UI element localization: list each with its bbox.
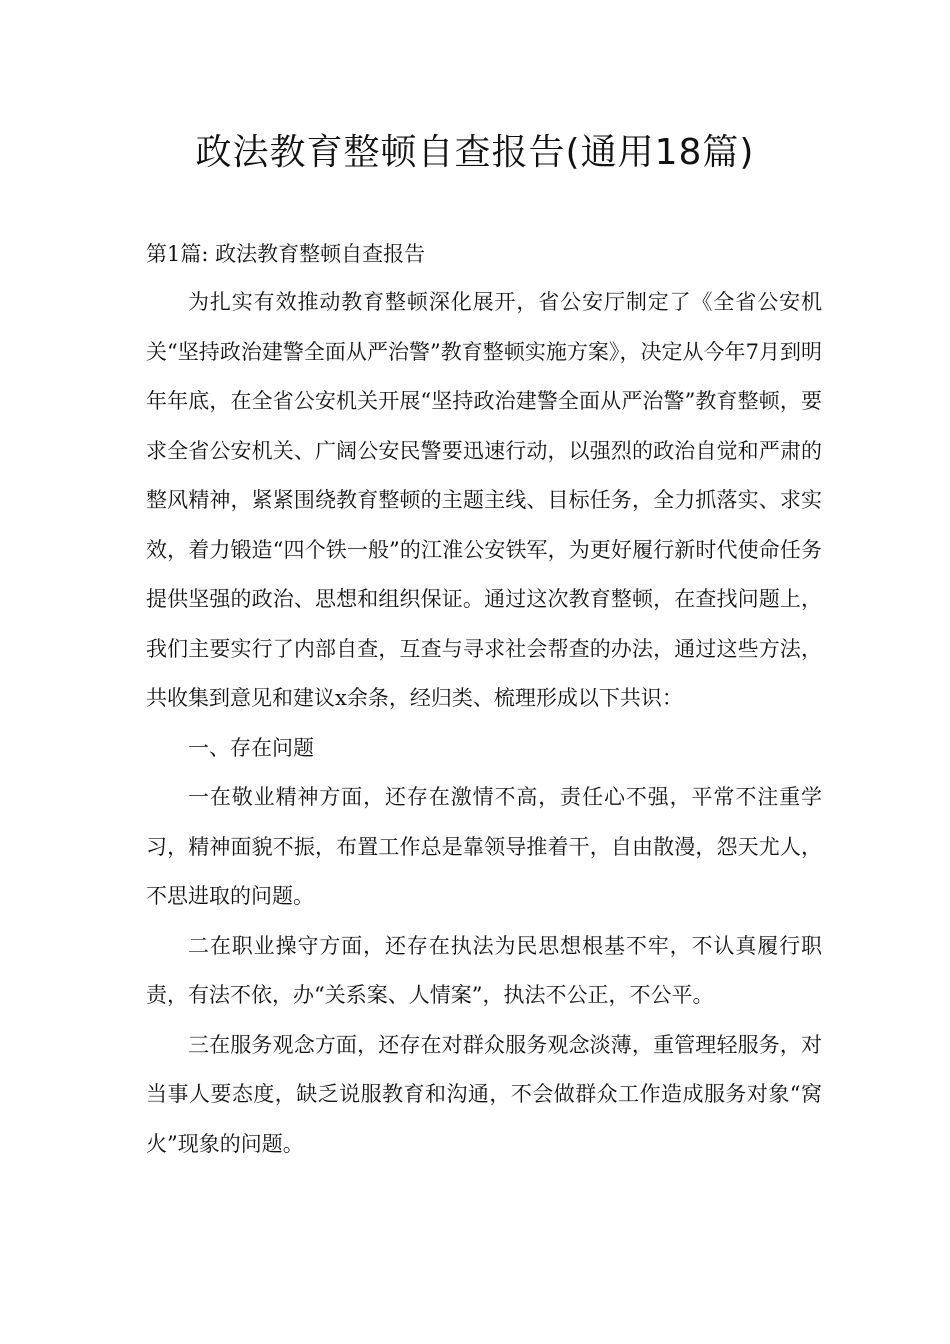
section-heading: 第1篇: 政法教育整顿自查报告	[146, 242, 426, 266]
paragraph-intro: 为扎实有效推动教育整顿深化展开，省公安厅制定了《全省公安机关“坚持政治建警全面从严治警”教育整顿实施方案》，决定从今年7月到明年年底，在全省公安机关开展“坚持政治建警全面从严治警”教育整顿，要求全省公安机关、广阔公安民警要迅速行动，以强烈的政治自觉和严肃的整风精神，紧紧围绕教育整顿的主题主线、目标任务，全力抓落实、求实效，着力锻造“四个铁一般”的江淮公安铁军，为更好履行新时代使命任务提供坚强的政治、思想和组织保证。通过这次教育整顿，在查找问题上，我们主要实行了内部自查，互查与寻求社会帮查的办法，通过这些方法，共收集到意见和建议x余条，经归类、梳理形成以下共识：	[146, 290, 822, 710]
paragraph-problems-heading: 一、存在问题	[188, 735, 314, 760]
paragraph-ethics: 二在职业操守方面，还存在执法为民思想根基不牢，不认真履行职责，有法不依，办“关系案、人情案”，执法不公正，不公平。	[146, 933, 822, 1007]
paragraph-service: 三在服务观念方面，还存在对群众服务观念淡薄，重管理轻服务，对当事人要态度，缺乏说服教育和沟通，不会做群众工作造成服务对象“窝火”现象的问题。	[146, 1032, 822, 1156]
document-body	[146, 230, 822, 1169]
document-title: 政法教育整顿自查报告(通用18篇)	[195, 132, 755, 173]
paragraph-dedication: 一在敬业精神方面，还存在激情不高，责任心不强，平常不注重学习，精神面貌不振，布置工作总是靠领导推着干，自由散漫，怨天尤人，不思进取的问题。	[146, 785, 822, 908]
